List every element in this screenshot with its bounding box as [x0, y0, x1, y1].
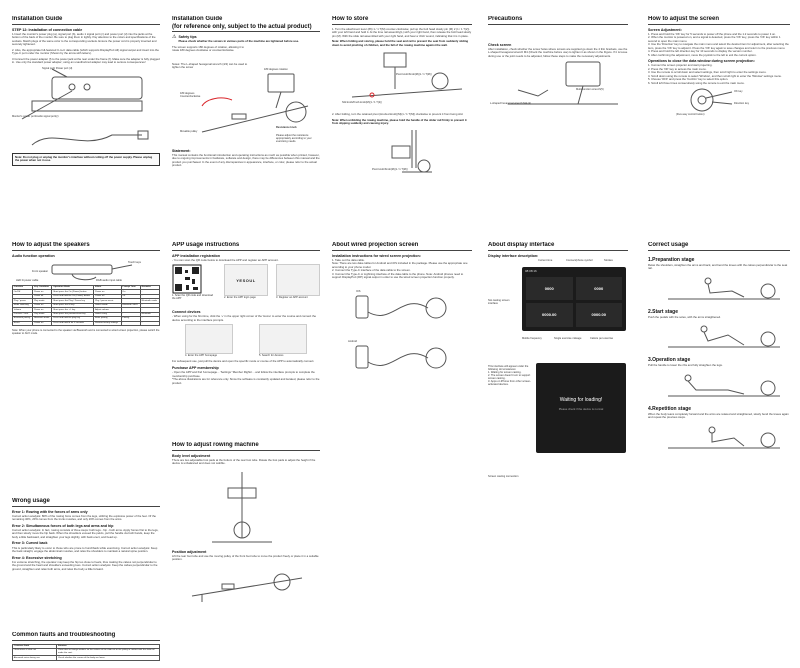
body-level-heading: Body level adjustment — [172, 453, 211, 458]
front-speaker-label: Front speaker — [32, 269, 49, 273]
table-cell: Bluetooth — [140, 312, 159, 316]
current-time-label: Current time — [538, 258, 553, 262]
adjust-screen-title: How to adjust the screen — [648, 16, 790, 25]
store-note-2: Note: When unfolding the rowing machine, please hold the handle of the slider rail firmly to prevent it from slipping suddenly and causing injury. — [332, 117, 467, 125]
table-cell: Short press the +/- key — [52, 308, 94, 312]
display-section — [488, 242, 628, 572]
connect-devices-text: - When using for the first time, click the '+' in the upper right corner of the 'Home' to enter the course and connect the device according to the interface prompts. — [172, 314, 316, 322]
faults-table — [12, 644, 160, 661]
col-condition: Key Condition — [33, 285, 52, 289]
pivot-knob-label-c: Pivot knob/Knob(M)(1 / 1 T(M)) — [372, 167, 408, 171]
wrong-usage-title: Wrong usage — [12, 498, 160, 507]
wired-instructions-heading: Installation instructions for wired screen projection: — [332, 253, 421, 258]
hex-wrench-label: L-shaped hexagonal wrench M4 (4) — [490, 102, 531, 106]
waiting-text: Waiting for loading! — [559, 396, 603, 403]
table-cell: Previous / next — [13, 312, 33, 316]
signal-port-label: Signal port/ Power port (d) — [42, 66, 73, 70]
app-title: APP usage instructions — [172, 242, 320, 251]
pivot-knob-label-a: Pivot knob/Knob(M)(1 / 1 T(M)) — [396, 73, 432, 76]
table-cell: Mode switching — [13, 303, 33, 307]
rowing-machine-figure — [172, 46, 320, 142]
ok-key-label: OK key — [734, 90, 743, 94]
five-way-caption: (Five-way control button) — [676, 113, 705, 117]
knob-label: Resistance knob — [276, 125, 297, 129]
mobile-frequency-label: Mobile frequency — [522, 336, 542, 340]
stage-4-text: When the body leans completely forward and the arms are relaxed and straightened, slowly bend the knees again and repeat the previous steps. — [648, 411, 789, 419]
stage-3-text: Pull the handle to lower the ribs and fully straighten the legs. — [648, 363, 723, 367]
app-registration-heading: APP installation registration — [172, 253, 221, 258]
installation-intro: 1.Insert the monitor's power plug (a), signal port (b), audio 1 signal port (c) and power port (d) into the jacks at the bottom of the back of the monitor. Be sure to plug them in tightly. Pay attention to the colors and specifications of the sockets. Match plugs of the same color to the corresponding sockets. Ensure the power cord is properly inserted and securely tightened. — [12, 31, 157, 47]
calorie-label: Calorie per exercise — [590, 336, 614, 340]
close-window-steps: 1. Connect the screen projector and start projecting. 2. Press the 'OK' key to access the main menu. 3. Use the remote to scroll down and select settings, then scroll right to enter the settings menu. 4. Scroll down using the remote to select 'Window', and then scroll right to enter the 'Window' settings menu. 5. Choose 'OFF' and press the 'Confirm' key to select this option. 6. Scroll left three times consecutively using the remote to exit the main menu. — [648, 63, 782, 85]
table-cell: On — [121, 290, 140, 294]
connection-illustration — [12, 67, 160, 125]
screen-adjustment-steps: 1. Press and hold the 'OK' key for 5 seconds to power off the phone and the 1.2 seconds to power it on. 2. When the monitor is powered on, and a signal is detected, press the 'OK' key, press the 'OK' key within 1 second to open the main menu. 3. Use the 'Direction' key to navigate the main menu and select the desired item for adjustment, after selecting the item, press the 'OK' key to adjust it. Press the 'OK' key again to save changes and return to the previous menu. 4. Press and hold the left direction key for 10 seconds to display the version number. 5. After confirming the adjustment, move the joystick to the left to exit the current option. — [648, 31, 789, 57]
position-text: Lift the rear foot tube and use the moving pulley of the front foot tube to move the product freely or place it in a suitable position. — [172, 553, 319, 562]
table-cell: Adjust volume — [94, 308, 121, 312]
stage-1-figure — [648, 273, 790, 303]
slide-knob-label: Slid knob/Knob knob(M)(1 / 1 T(2)) — [342, 101, 382, 104]
correct-usage-section — [648, 242, 790, 572]
speakers-title: How to adjust the speakers — [12, 242, 160, 251]
table-cell: - — [140, 308, 159, 312]
table-cell: Reset — [13, 321, 33, 325]
screen-adjustment-heading: Screen Adjustment: — [648, 27, 682, 32]
precautions-title: Precautions — [488, 16, 628, 25]
installation-title: Installation Guide — [12, 16, 160, 25]
wrench-notice: Notes: The L-shaped hexagonal wrench (4/2) can be used to tighten the screw — [172, 61, 248, 70]
table-cell: Play mode — [33, 299, 52, 303]
membership-heading: Purchase APP membership — [172, 365, 219, 370]
table-cell: - — [140, 290, 159, 294]
installation-reference-section — [172, 16, 320, 231]
table-cell: - — [140, 321, 159, 325]
safety-title: Safety tips — [178, 35, 197, 39]
check-screen-heading: Check screen — [488, 42, 512, 47]
error-1-text: Correct action analysis: 80% of the rowing force comes from the legs, utilizing the explosive power of the feet. Of the remaining 40%, 20% comes from the trunk muscles, and only 20% comes from the arms. — [12, 513, 156, 522]
stage-4-heading: 4.Repetition stage — [648, 405, 692, 412]
fault-header: Common Fault — [13, 644, 57, 648]
correct-usage-title: Correct usage — [648, 242, 790, 251]
auto-connect-text: For subsequent use, just pull the device and open the specific mode or course of the APP to automatically connect. — [172, 359, 315, 364]
close-window-heading: Operations to close the data window during screen projection: — [648, 59, 755, 64]
moving-pulley-figure — [172, 564, 320, 604]
table-cell: - — [121, 308, 140, 312]
login-step — [224, 264, 268, 299]
warning-icon: ⚠ — [172, 34, 177, 40]
register-screen — [276, 264, 320, 296]
table-cell: Power on — [94, 290, 121, 294]
waiting-diagram — [488, 363, 628, 483]
table-cell: Press and hold the play key — [52, 317, 94, 321]
stage-3-figure — [648, 370, 790, 400]
body-level-text: There are two adjustable foot pads at the bottom of the rear foot tube. Rotate the foot pads to adjust the height if the device is unbalanced and does not wobble. — [172, 457, 316, 466]
fold-drawing-1 — [332, 49, 472, 107]
multi-wrench-label: Multi-function wrench(5) — [576, 88, 604, 92]
statement-title: Statement: — [172, 148, 191, 153]
dashboard-screen — [522, 267, 626, 331]
stage-1-text: Relax the shoulders, straighten the arms and back, and bend the knees with the calves perpendicular to the seat rail. — [648, 262, 788, 270]
table-cell: Pairing — [121, 317, 140, 321]
col-operation: Operation Mode — [52, 285, 94, 289]
metric-2: 0000 — [576, 277, 623, 301]
audio-operation-heading: Audio function operation — [12, 253, 55, 258]
step12-heading: STEP 12: Installation of connection cable — [12, 27, 83, 32]
metric-1: 0000 — [526, 277, 573, 301]
table-cell: Power on — [33, 290, 52, 294]
col-function: Function — [13, 285, 33, 289]
counterclockwise-label: 180 degrees Counterclockwise — [180, 91, 201, 98]
installation-intro-2: 2. Also, the appropriate full-featured C-to-C data cable (which supports DisplayPort Alt) signal output and insert into the Type-C port under the monitor (Shown by the arrow with letters). — [12, 47, 159, 56]
statement-text: This manual contains the functional introduction and operating instructions as much as possible when printed, however, due to ongoing improvements in hardware, software and design, there may be differences between this manual and the product you purchased. In the event of any discrepancies in appearance, interface, or color, please refer to the actual product. — [172, 152, 320, 168]
error-3-heading: Error 3: Curved back — [12, 541, 48, 546]
metric-grid — [526, 277, 622, 327]
table-cell: Play / pause music — [94, 299, 121, 303]
knob-note: Please adjust the resistance appropriately according to your exercising needs. — [276, 133, 312, 143]
qr-step — [172, 264, 216, 300]
table-cell: Bluetooth mode — [33, 317, 52, 321]
table-cell: Bluetooth mode — [140, 299, 159, 303]
connect-devices-heading: Connect devices — [172, 310, 201, 315]
table-cell: Switch song — [94, 312, 121, 316]
app-steps-row-2 — [172, 324, 320, 360]
rotation-label: 180 degrees rotation — [264, 67, 288, 71]
wired-steps: 1. Take out the data cable. Note: There are two data cables for Android and iOS included in the package. Please use the appropriate one according to your phone model. 2. Connect the Type-C interface of the data cable to the screen. 3. Connect the Type-C or Lightning interface of the data cable to the phone. Note: Android phones need to support DisplayPort (DP) signal output in order to use the wired screen projection function properly. — [332, 257, 468, 280]
folded-figure-1 — [332, 49, 472, 107]
table-cell: Restore factory settings — [94, 321, 121, 325]
installation-intro-3: 3.Connect the power adapter (f) to the power jack at the rear under the frame (f). Make sure the adapter is fully plugged in. Use only the standard power adapter; using an unauthorized adapter may lead to serious consequences! — [12, 56, 160, 65]
table-cell: Power on — [33, 321, 52, 325]
rowing-adjust-section — [172, 442, 320, 642]
android-cable-figure — [332, 332, 472, 382]
search-screen — [259, 324, 307, 354]
qr-code-icon — [172, 264, 202, 294]
table-cell: Power off — [33, 294, 52, 298]
app-section — [172, 242, 320, 435]
table-cell: Power off — [94, 294, 121, 298]
table-cell: Play / pause — [13, 299, 33, 303]
waiting-screen — [536, 363, 626, 453]
search-step — [259, 324, 307, 360]
store-title: How to store — [332, 16, 472, 25]
table-cell: Enter pairing — [94, 317, 121, 321]
table-cell: Obstruction of slide rail — [13, 648, 57, 655]
speaker-function-table — [12, 285, 160, 326]
error-2-heading: Error 2: Simultaneous forces of both legs and arms and hip — [12, 523, 114, 528]
error-4-text: For extreme stretching, the operator may keep the hip too close to heels, thus making the calves not perpendicular to the ground and the heart and shoulders exceeding toes. Correct action analysis: Keep the calves perpendicular to the ground, straighten and relax both arms, and relax the body a little forward. — [12, 559, 158, 571]
screen-bracket-figure — [488, 60, 628, 110]
store-section — [332, 16, 472, 231]
table-cell: - — [121, 299, 140, 303]
table-cell: Volume — [13, 308, 33, 312]
error-4-heading: Error 4: Excessive stretching — [12, 555, 62, 560]
register-step — [276, 264, 320, 299]
table-cell: Check whether the screws of the body are loose. — [57, 656, 160, 660]
step-4-caption: 4. Enter the APP homepage — [185, 354, 218, 358]
table-cell: Bluetooth pairing — [13, 317, 33, 321]
table-cell: - — [140, 317, 159, 321]
table-cell: Switch mode — [94, 303, 121, 307]
table-cell: Play mode — [33, 312, 52, 316]
store-step-1: 1. Turn the attachment lever (#6) 1 / 1 T(M) counter-clockwise; pull up the bolt head slowly pin (M) 2 (1 / 1 T(2)) with your left hand and hold it. At the time rail assembly(L) with your right hand, then release the bolt head slowly pin (M). With the slide rail assembled with your right hand, and hear a 'click' sound, indicating that it is in place. — [332, 26, 472, 38]
table-cell: Short press the On (Power) button — [52, 290, 94, 294]
table-row — [13, 648, 160, 655]
android-label: Android — [348, 339, 357, 343]
folded-figure-2 — [332, 128, 472, 176]
precautions-section — [488, 16, 628, 231]
app-logo: YESOUL — [224, 264, 268, 296]
dashboard-time: 08:08:16 — [525, 268, 537, 273]
install2-title: Installation Guide — [172, 16, 223, 22]
faults-section — [12, 632, 160, 666]
control-button-figure — [648, 87, 790, 117]
table-cell: - — [140, 303, 159, 307]
homepage-screen — [185, 324, 233, 354]
table-row — [13, 321, 160, 325]
error-2-text: Correct action analysis: In fact, rowing consists of three steps: both legs - hip - both arms. Apply forces first to the legs, and then slowly move the hip back. When the shoulders exceed the pelvis, pull the handle via both hands, keep the body a little backward, and straighten your legs slightly, with back erect, and head up. — [12, 527, 159, 539]
stage-2-heading: 2.Start stage — [648, 308, 679, 315]
single-mileage-label: Single exercise mileage — [554, 336, 582, 340]
cable-drawing — [12, 125, 160, 151]
display-desc-heading: Display interface description: — [488, 253, 539, 258]
store-note: Note: When folding and storing, please hold the seat and rail to prevent the seat from suddenly sliding down to avoid pinching of children, and the fall of the rowing machine against the wall. — [332, 39, 469, 47]
rotation-support-text: The screen supports 180 degrees of rotation, allowing it to rotate 180 degrees clockwise or counterclockwise. — [172, 44, 244, 53]
monitor-port-label: Monitor's power port/Audio signal port(c) — [12, 114, 59, 118]
wired-projection-section — [332, 242, 472, 435]
install2-subtitle: (for reference only, subject to the actual product) — [172, 24, 320, 33]
direction-key-label: Direction key — [734, 102, 749, 106]
table-cell: Bluetooth / AUX — [121, 303, 140, 307]
cable-illustration — [12, 125, 160, 151]
col-remarks: Remarks — [140, 285, 159, 289]
connect-symbol-label: Connect/phone symbol — [566, 258, 593, 262]
table-cell: Power on — [33, 308, 52, 312]
table-row — [13, 656, 160, 660]
waiting-subtext: Please check if the device is normal — [558, 406, 604, 411]
ios-cable-drawing — [332, 282, 472, 332]
solution-header: Solution — [57, 644, 160, 648]
touch-keys-label: Touch keys — [128, 260, 141, 264]
membership-text: - Open the APP and find 'Homepage... 'Settings' 'Member Rights'... and follow the interface prompts to complete the membership purchase. *The above illustrations are for reference only. Since the software is constantly updated and iterated, please refer to the product. — [172, 370, 320, 385]
cast-connection-label: Screen casting connection — [488, 474, 519, 478]
table-cell: Press and hold M for 5 seconds — [52, 321, 94, 325]
col-effect: Effect — [94, 285, 121, 289]
position-heading: Position adjustment — [172, 549, 207, 554]
ios-label: IOS — [356, 289, 361, 293]
error-3-text: This is particularly likely to occur to those who are prone to hunchback while exercising. Correct action analysis: Keep the back straight, engage the abdominal muscles, and relax the shoulders to maintain a natural spine position. — [12, 545, 158, 554]
waiting-note: This interface will appear under the following circumstances: 1. Waiting for screen casting. 2. The screen doesn't turn to support screen casting. 3. Apps on iPhone from other screen-activated devices. — [488, 364, 531, 386]
store-step-2: 2. After folding, turn the retained pivot (knurled knob)(M)(1 / 1 T(M)) clockwise to prevent it from being slid. — [332, 112, 464, 116]
no-cast-label: Not casting screen interface — [488, 298, 510, 305]
step-2-caption: 2. Enter the APP login page — [224, 296, 256, 300]
col-tone: Prompt Tone — [121, 285, 140, 289]
table-cell: - — [121, 312, 140, 316]
safety-text: Please check whether the screws in various parts of the machine are tightened before use. — [178, 39, 299, 44]
adjust-screen-section — [648, 16, 790, 231]
power-note: Note: Do not plug or unplug the monitor's interface without cutting off the power supply. Please unplug the power when not in use. — [12, 153, 160, 166]
step-3-caption: 3. Register an APP account — [276, 296, 308, 300]
faults-title: Common faults and troubleshooting — [12, 632, 160, 641]
error-1-heading: Error 1: Rowing with the forces of arms only — [12, 509, 88, 514]
led-cable-label: LED lit power cable — [16, 278, 39, 282]
metric-3: 0000.00 — [526, 303, 573, 327]
display-title: About display interface — [488, 242, 628, 251]
installation-section — [12, 16, 160, 231]
table-cell: Abnormal noise during use — [13, 656, 57, 660]
step-1-caption: 1. Scan the QR code and download the APP — [172, 294, 213, 301]
table-cell: Short press the Play / Pause key — [52, 299, 94, 303]
table-cell: Short press the previous/next key — [52, 312, 94, 316]
speakers-section — [12, 242, 160, 492]
rowing-adjust-title: How to adjust rowing machine — [172, 442, 320, 451]
pulley-label: Movable pulley — [180, 129, 198, 133]
metric-4: 0000.00 — [576, 303, 623, 327]
wired-title: About wired projection screen — [332, 242, 472, 251]
stage-2-figure — [648, 321, 790, 351]
stage-4-figure — [648, 422, 790, 452]
rgb-cable-label: RGB audio input cable — [96, 278, 122, 282]
ios-cable-figure — [332, 282, 472, 332]
speaker-figure — [12, 259, 160, 285]
precautions-text: After installation, check whether the screw holes where screws are supplied go down the 4 thin brackets, use the L-shaped hexagonal wrench M4 (Check the machine before use) to tighten it as shown in the Figure. If it is loose during use or the joint needs to be adjusted, follow these steps to make the necessary adjustments. — [488, 46, 628, 58]
stage-3-heading: 3.Operation stage — [648, 357, 691, 363]
app-registration-text: - You can scan the QR code below to download the APP and register an APP account. — [172, 257, 279, 262]
table-cell: Clean dust or foreign matters on the surface of the slide rail or the pulley in contact with the slide rail under the seat. — [57, 648, 160, 655]
homepage-step — [185, 324, 233, 360]
five-way-button-drawing — [648, 87, 790, 117]
stage-1-heading: 1.Preparation stage — [648, 256, 695, 263]
table-cell: Off — [121, 294, 140, 298]
display-diagram — [488, 259, 628, 357]
table-cell: Power on — [33, 303, 52, 307]
table-cell: Short press the M key — [52, 303, 94, 307]
table-cell: - — [121, 321, 140, 325]
app-steps-row-1 — [172, 264, 320, 308]
table-cell: Press and hold the On (Power) button — [52, 294, 94, 298]
table-cell: - — [140, 294, 159, 298]
step-5-caption: 5. Search for devices — [259, 354, 284, 358]
foot-pad-figure — [172, 468, 320, 548]
stage-2-text: Push the pedals with the soles, with the arms straightened. — [648, 314, 721, 319]
speaker-footnote: Note: When your phone is connected to the speaker via Bluetooth and is connected to wired screen projection, please switch the speaker to AUX mode. — [12, 329, 160, 336]
table-cell: On/Off — [13, 290, 33, 294]
strokes-label: Strokes — [604, 258, 613, 262]
wrong-usage-section — [12, 498, 160, 633]
